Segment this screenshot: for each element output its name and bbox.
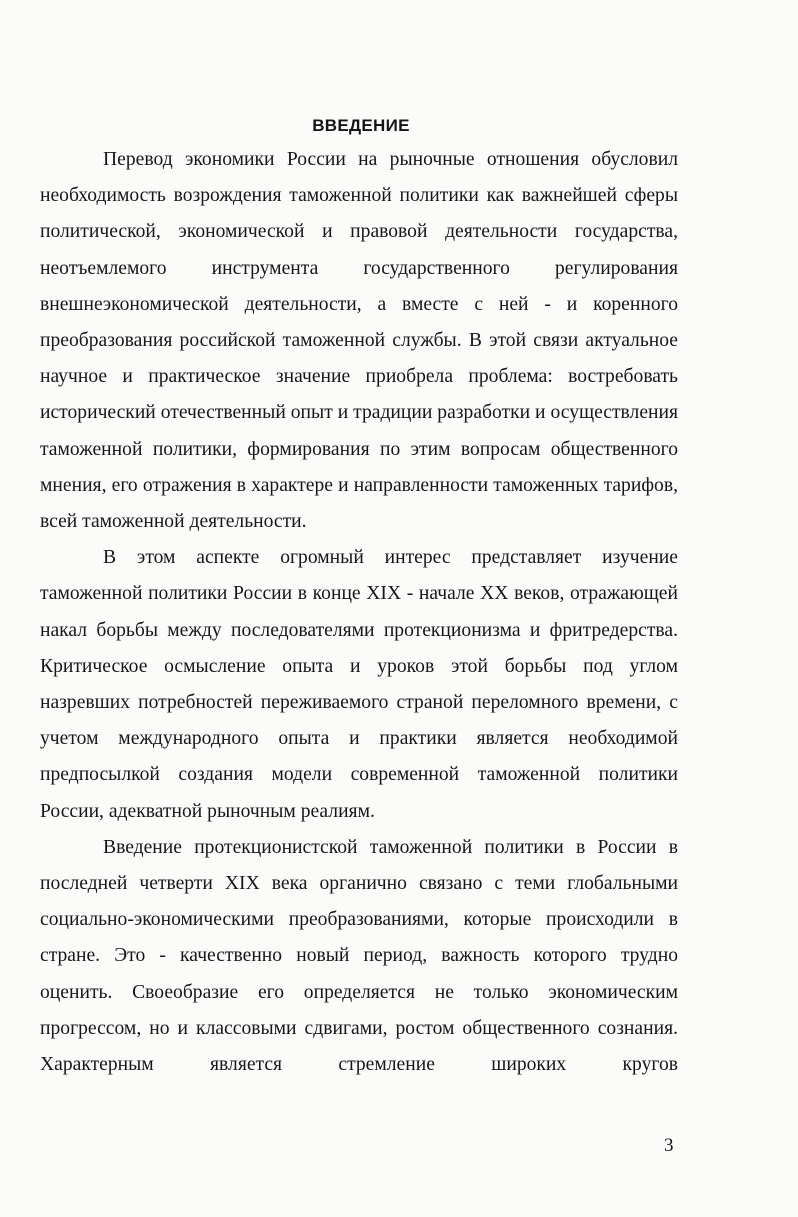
paragraph: Введение протекционистской таможенной политики в России в последней четверти XIX века органично связано с теми глобальными социально-экономическими преобразованиями, которые происходили в стране. Это - качественно новый период, важность которого трудно оценить. Своеобразие его определяется не только экономическим прогрессом, но и классовыми сдвигами, ростом общественного сознания. Характерным является стремление широких кругов [40, 836, 678, 1076]
body-text [40, 142, 678, 1083]
paragraph: В этом аспекте огромный интерес представляет изучение таможенной политики России в конце XIX - начале XX веков, отражающей накал борьбы между последователями протекционизма и фритредерства. Критическое осмысление опыта и уроков этой борьбы под углом назревших потребностей переживаемого страной переломного времени, с учетом международного опыта и практики является необходимой предпосылкой создания модели современной таможенной политики России, адекватной рыночным реалиям. [40, 547, 678, 822]
paragraph: Перевод экономики России на рыночные отношения обусловил необходимость возрождения таможенной политики как важнейшей сферы политической, экономической и правовой деятельности государства, неотъемлемого инструмента государственного регулирования внешнеэкономической деятельности, а вместе с ней - и коренного преобразования российской таможенной службы. В этой связи актуальное научное и практическое значение приобрела проблема: востребовать исторический отечественный опыт и традиции разработки и осуществления таможенной политики, формирования по этим вопросам общественного мнения, его отражения в характере и направленности таможенных тарифов, всей таможенной деятельности. [40, 149, 678, 533]
page-number: 3 [664, 1135, 674, 1156]
page-heading: ВВЕДЕНИЕ [312, 116, 410, 135]
